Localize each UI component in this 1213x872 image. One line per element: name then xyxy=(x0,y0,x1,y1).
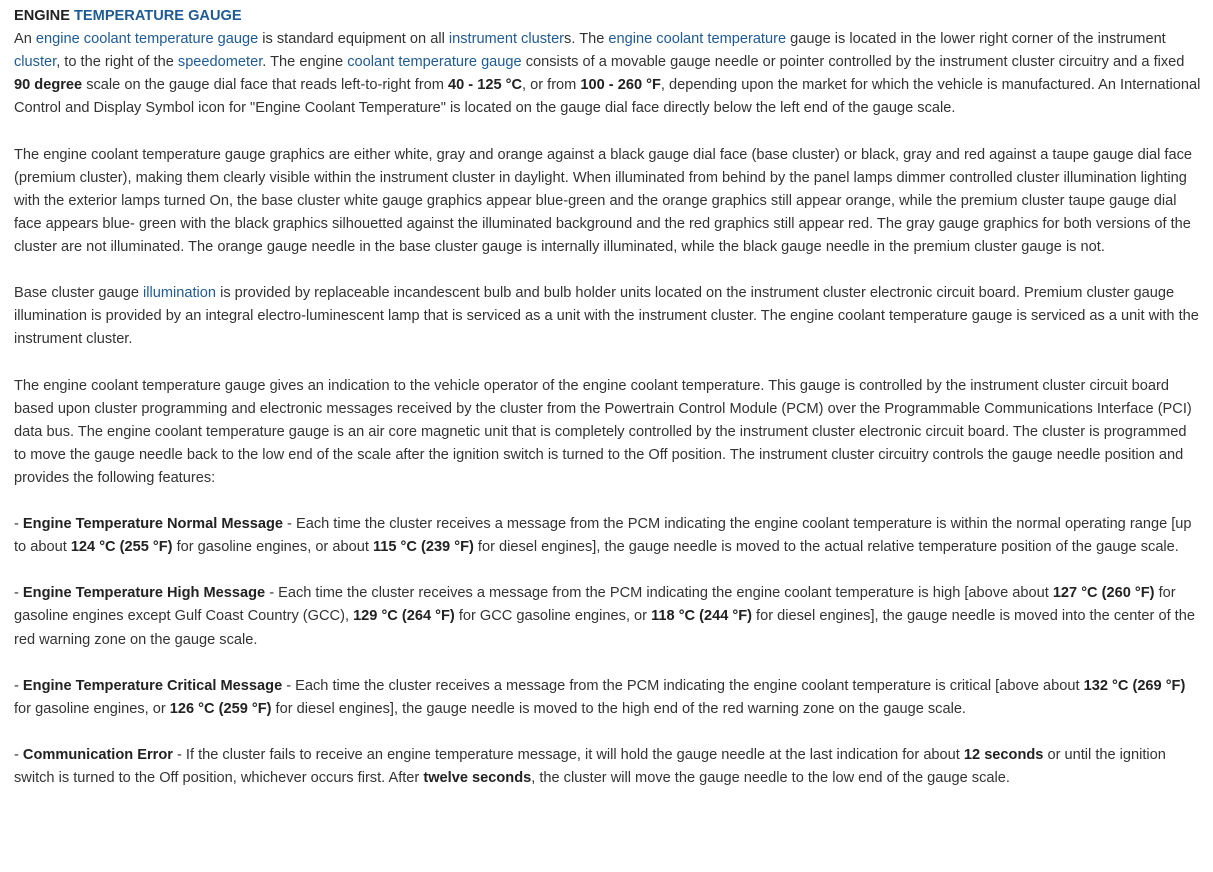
text-span: for gasoline engines except Gulf Coast Country (GCC), xyxy=(14,585,1176,625)
text-span: for diesel engines], the gauge needle is moved into the center of the red warning zone on the gauge scale. xyxy=(14,608,1195,648)
text-span: scale on the gauge dial face that reads left-to-right from xyxy=(82,77,449,94)
text-span: for diesel engines], the gauge needle is moved to the high end of the red warning zone on the gauge scale. xyxy=(271,700,966,717)
article-title xyxy=(14,5,1201,28)
link-cluster[interactable]: cluster xyxy=(14,54,57,71)
link-instrument-cluster[interactable]: instrument cluster xyxy=(448,31,565,48)
link-engine-coolant-temperature-gauge[interactable]: engine coolant temperature gauge xyxy=(35,31,259,48)
text-span: , to the right of the xyxy=(56,54,178,71)
bold-value: 126 °C (259 °F) xyxy=(169,700,272,717)
text-span: s. The xyxy=(564,31,609,48)
list-dash: - xyxy=(14,677,23,694)
list-dash: - xyxy=(14,516,23,533)
feature-heading: Engine Temperature Normal Message xyxy=(22,516,283,533)
link-engine-coolant-temperature[interactable]: engine coolant temperature xyxy=(608,31,787,48)
feature-communication-error xyxy=(14,744,1201,790)
text-span: . The engine xyxy=(262,54,348,71)
paragraph-overview xyxy=(14,28,1201,120)
paragraph-operation: The engine coolant temperature gauge gives an indication to the vehicle operator of the engine coolant temperature. This gauge is controlled by the instrument cluster circuit board based upon cluster programming and electronic messages received by the cluster from the Powertrain Control Module (PCM) over the Programmable Communications Interface (PCI) data bus. The engine coolant temperature gauge is an air core magnetic unit that is completely controlled by the instrument cluster electronic circuit board. The cluster is programmed to move the gauge needle back to the low end of the scale after the ignition switch is turned to the Off position. The instrument cluster circuitry controls the gauge needle position and provides the following features: xyxy=(14,377,1192,486)
bold-value: 129 °C (264 °F) xyxy=(353,608,455,625)
text-span: , or from xyxy=(522,77,581,94)
text-span: - Each time the cluster receives a message from the PCM indicating the engine coolant temperature is critical [above about xyxy=(282,677,1084,694)
bold-value: 100 - 260 °F xyxy=(580,77,661,94)
link-illumination[interactable]: illumination xyxy=(143,285,217,302)
paragraph-illumination xyxy=(14,282,1201,351)
text-span: consists of a movable gauge needle or pointer controlled by the instrument cluster circuitry and a fixed xyxy=(521,54,1185,71)
bold-value: 90 degree xyxy=(14,77,83,94)
feature-heading: Engine Temperature Critical Message xyxy=(22,677,283,694)
feature-normal-message xyxy=(14,513,1201,559)
text-span: Base cluster gauge xyxy=(14,285,143,302)
text-span: - Each time the cluster receives a message from the PCM indicating the engine coolant temperature is within the normal operating range [up to about xyxy=(14,516,1192,556)
text-span: gauge is located in the lower right corner of the instrument xyxy=(786,31,1166,48)
link-speedometer[interactable]: speedometer xyxy=(177,54,263,71)
title-link[interactable]: TEMPERATURE GAUGE xyxy=(74,8,242,24)
feature-high-message xyxy=(14,582,1201,651)
bold-value: 12 seconds xyxy=(963,747,1044,763)
text-span: for GCC gasoline engines, or xyxy=(454,608,652,625)
feature-critical-message xyxy=(14,675,1201,721)
text-span: An xyxy=(14,31,36,48)
text-span: - Each time the cluster receives a message from the PCM indicating the engine coolant temperature is high [above about xyxy=(265,585,1053,602)
list-dash: - xyxy=(14,747,23,763)
text-span: , depending upon the market for which the vehicle is manufactured. An International Control and Display Symbol icon for "Engine Coolant Temperature" is located on the gauge dial face directly below the left end of the gauge scale. xyxy=(14,77,1201,117)
paragraph-graphics: The engine coolant temperature gauge graphics are either white, gray and orange against a black gauge dial face (base cluster) or black, gray and red against a taupe gauge dial face (premium cluster), making them clearly visible within the instrument cluster in daylight. When illuminated from behind by the panel lamps dimmer controlled cluster illumination lighting with the exterior lamps turned On, the base cluster white gauge graphics appear blue-green and the orange graphics still appear orange, while the premium cluster taupe gauge dial face appears blue- green with the black graphics silhouetted against the illuminated background and the red graphics still appear red. The gray gauge graphics for both versions of the cluster are not illuminated. The orange gauge needle in the base cluster gauge is internally illuminated, while the black gauge needle in the premium cluster gauge is not. xyxy=(14,146,1192,255)
list-dash: - xyxy=(14,585,23,602)
text-span: or until the ignition switch is turned to the Off position, whichever occurs first. After xyxy=(14,747,1166,787)
bold-value: 118 °C (244 °F) xyxy=(651,608,752,625)
text-span: for gasoline engines, or about xyxy=(172,539,373,556)
text-span: , the cluster will move the gauge needle to the low end of the gauge scale. xyxy=(531,770,1010,787)
text-span: for diesel engines], the gauge needle is moved to the actual relative temperature position of the gauge scale. xyxy=(473,539,1179,556)
text-span: is standard equipment on all xyxy=(258,31,449,48)
text-span: for gasoline engines, or xyxy=(14,700,170,717)
bold-value: 40 - 125 °C xyxy=(448,77,522,94)
text-span: is provided by replaceable incandescent bulb and bulb holder units located on the instrument cluster electronic circuit board. Premium cluster gauge illumination is provided by an integral electro-luminescent lamp that is serviced as a unit with the instrument cluster. The engine coolant temperature gauge is serviced as a unit with the instrument cluster. xyxy=(14,285,1199,348)
bold-value: twelve seconds xyxy=(423,770,532,787)
bold-value: 127 °C (260 °F) xyxy=(1052,585,1155,602)
bold-value: 132 °C (269 °F) xyxy=(1083,677,1186,694)
bold-value: 115 °C (239 °F) xyxy=(372,539,474,556)
link-coolant-temperature-gauge[interactable]: coolant temperature gauge xyxy=(347,54,522,71)
feature-heading: Engine Temperature High Message xyxy=(22,585,266,602)
bold-value: 124 °C (255 °F) xyxy=(70,539,173,556)
text-span: - If the cluster fails to receive an engine temperature message, it will hold the gauge needle at the last indication for about xyxy=(172,747,964,763)
feature-heading: Communication Error xyxy=(22,747,173,763)
title-prefix: ENGINE xyxy=(14,8,70,24)
